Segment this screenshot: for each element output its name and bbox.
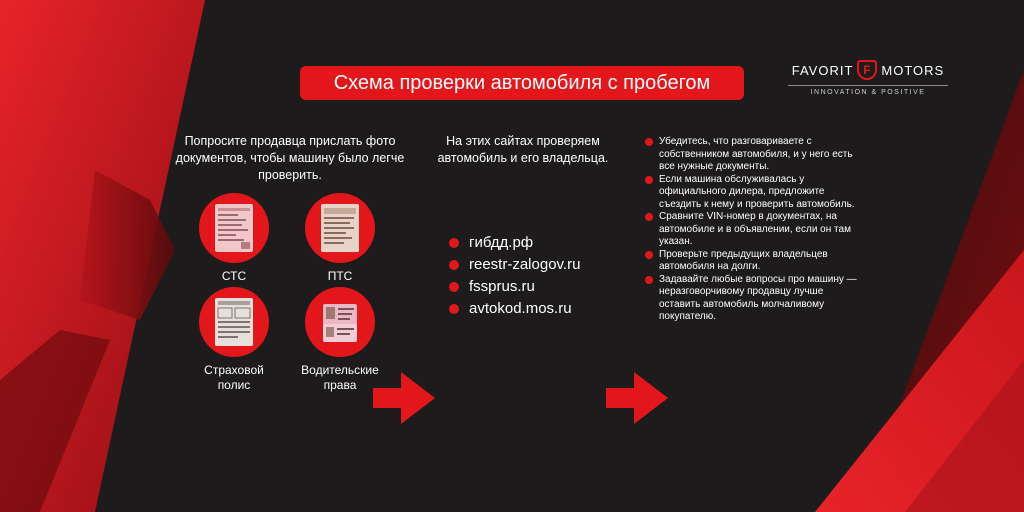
logo-divider xyxy=(788,85,948,86)
site-gibdd[interactable]: гибдд.рф xyxy=(469,234,534,251)
tip-text: Проверьте предыдущих владельцев автомобиля на долги. xyxy=(659,248,828,272)
pts-circle xyxy=(305,193,375,263)
pts-document-icon xyxy=(321,204,359,252)
sts-circle xyxy=(199,193,269,263)
site-reestr-zalogov[interactable]: reestr-zalogov.ru xyxy=(469,256,581,273)
logo-text-right: MOTORS xyxy=(881,62,945,78)
tip-text: Если машина обслуживалась у официального дилера, предложите съездить к нему и проверить автомобиль. xyxy=(659,173,855,210)
arrow-right-icon xyxy=(373,372,435,424)
documents-intro: Попросите продавца прислать фото документов, чтобы машину было легче проверить. xyxy=(175,134,405,182)
tip-text: Убедитесь, что разговариваете с собственником автомобиля, и у него есть все нужные документы. xyxy=(659,136,853,172)
tip-text: Сравните VIN-номер в документах, на автомобиле и в объявлении, если он там указан. xyxy=(659,211,851,247)
insurance-label: Страховой полис xyxy=(204,363,264,392)
bullet-icon xyxy=(645,176,653,184)
tip-text: Задавайте любые вопросы про машину — неразговорчивому продавцу лучше оставить автомобиль молчаливому покупателю. xyxy=(659,273,857,322)
sites-intro: На этих сайтах проверяем автомобиль и его владельца. xyxy=(437,134,609,165)
brand-logo xyxy=(786,60,950,96)
tips-list xyxy=(645,136,860,324)
bullet-icon xyxy=(645,213,653,221)
logo-tagline: INNOVATION & POSITIVE xyxy=(810,89,926,96)
list-item xyxy=(645,174,860,212)
bullet-icon xyxy=(645,251,653,259)
site-avtokod[interactable]: avtokod.mos.ru xyxy=(469,300,572,317)
doc-insurance xyxy=(184,287,284,393)
logo-text-left: FAVORIT xyxy=(791,62,854,78)
bullet-icon xyxy=(449,304,459,314)
sts-label: СТС xyxy=(221,269,247,283)
driver-license-icon xyxy=(321,298,359,346)
bullet-icon xyxy=(449,260,459,270)
page-title: Схема проверки автомобиля с пробегом xyxy=(300,66,744,100)
list-item xyxy=(449,276,580,298)
insurance-circle xyxy=(199,287,269,357)
list-item xyxy=(449,298,580,320)
list-item xyxy=(645,249,860,274)
sites-list xyxy=(449,232,580,320)
list-item xyxy=(645,211,860,249)
bullet-icon xyxy=(645,276,653,284)
sts-document-icon xyxy=(215,204,253,252)
bullet-icon xyxy=(645,138,653,146)
pts-label: ПТС xyxy=(327,269,353,283)
insurance-policy-icon xyxy=(215,298,253,346)
license-circle xyxy=(305,287,375,357)
bullet-icon xyxy=(449,238,459,248)
list-item xyxy=(645,136,860,174)
site-fssprus[interactable]: fssprus.ru xyxy=(469,278,535,295)
arrow-right-icon xyxy=(606,372,668,424)
license-label: Водительские права xyxy=(301,363,379,392)
logo-emblem-icon: F xyxy=(857,60,877,80)
list-item xyxy=(449,232,580,254)
list-item xyxy=(645,274,860,324)
doc-pts xyxy=(290,193,390,284)
bullet-icon xyxy=(449,282,459,292)
list-item xyxy=(449,254,580,276)
doc-sts xyxy=(184,193,284,284)
